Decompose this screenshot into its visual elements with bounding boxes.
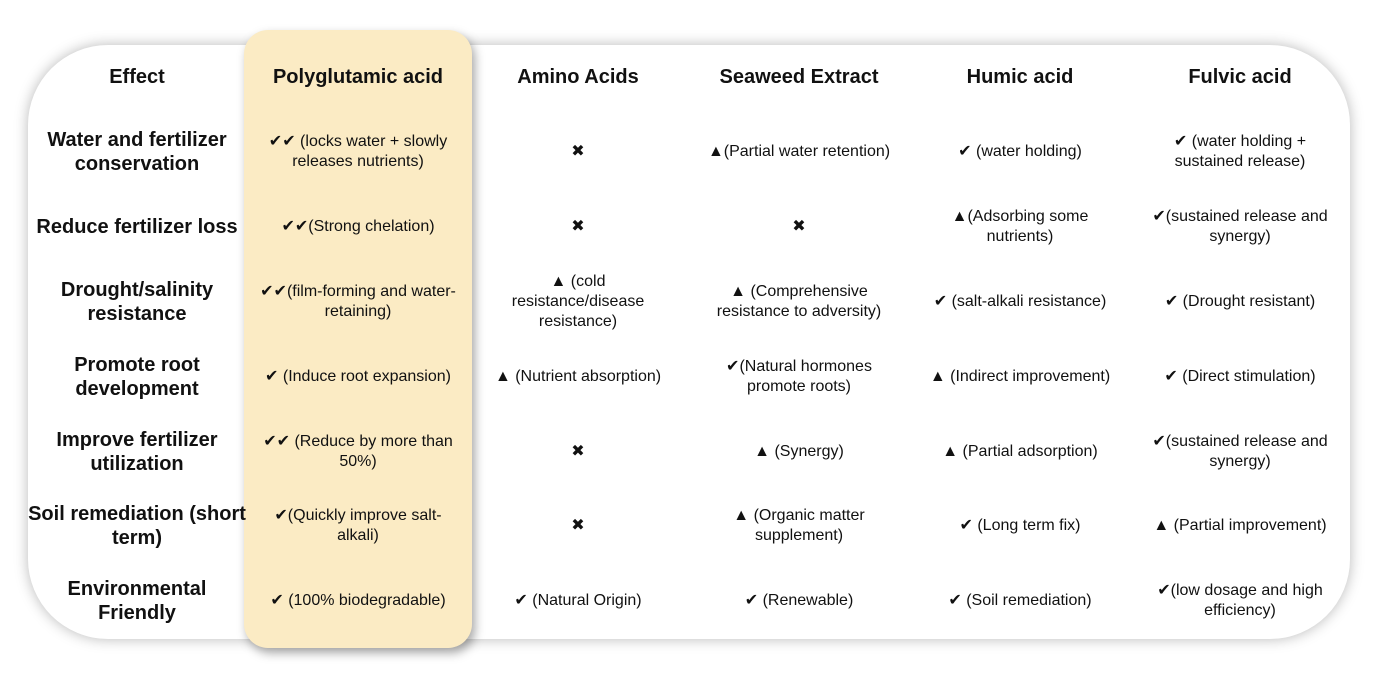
table-cell-amino-acids: ✖ [571, 143, 585, 160]
row-label: Soil remediation (short term) [28, 503, 246, 549]
table-cell-fulvic-acid: ▲ (Partial improvement) [1153, 517, 1327, 534]
column-header-fulvic-acid: Fulvic acid [1188, 65, 1292, 88]
row-label: Drought/salinity resistance [60, 279, 214, 325]
table-cell-seaweed-extract: ✔(Natural hormones promote roots) [726, 358, 872, 395]
table-cell-humic-acid: ▲ (Partial adsorption) [942, 443, 1098, 460]
table-cell-polyglutamic-acid: ✔✔(Strong chelation) [281, 218, 435, 235]
table-cell-seaweed-extract: ▲ (Comprehensive resistance to adversity) [716, 283, 882, 320]
table-cell-seaweed-extract: ✖ [792, 218, 806, 235]
table-cell-amino-acids: ▲ (cold resistance/disease resistance) [511, 273, 645, 330]
table-cell-polyglutamic-acid: ✔✔ (locks water + slowly releases nutrients) [268, 133, 448, 170]
table-cell-amino-acids: ✖ [571, 218, 585, 235]
table-cell-humic-acid: ✔ (salt-alkali resistance) [933, 293, 1107, 310]
table-cell-fulvic-acid: ✔ (Drought resistant) [1164, 293, 1316, 310]
table-cell-amino-acids: ✖ [571, 443, 585, 460]
table-cell-fulvic-acid: ✔ (Direct stimulation) [1164, 368, 1316, 385]
table-cell-polyglutamic-acid: ✔ (Induce root expansion) [265, 368, 451, 385]
table-cell-seaweed-extract: ▲ (Organic matter supplement) [733, 507, 865, 544]
table-cell-humic-acid: ▲ (Indirect improvement) [929, 368, 1111, 385]
table-cell-polyglutamic-acid: ✔ (100% biodegradable) [270, 592, 446, 609]
table-cell-amino-acids: ▲ (Nutrient absorption) [494, 368, 662, 385]
table-cell-amino-acids: ✔ (Natural Origin) [514, 592, 642, 609]
table-cell-polyglutamic-acid: ✔✔ (Reduce by more than 50%) [263, 433, 453, 470]
row-label: Water and fertilizer conservation [47, 129, 227, 175]
table-cell-seaweed-extract: ▲ (Synergy) [754, 443, 844, 460]
table-cell-polyglutamic-acid: ✔(Quickly improve salt-alkali) [274, 507, 442, 544]
row-label: Promote root development [74, 354, 200, 400]
row-label: Environmental Friendly [67, 578, 207, 624]
table-cell-fulvic-acid: ✔(low dosage and high efficiency) [1157, 582, 1323, 619]
column-header-humic-acid: Humic acid [966, 65, 1074, 88]
table-cell-polyglutamic-acid: ✔✔(film-forming and water-retaining) [260, 283, 456, 320]
table-cell-fulvic-acid: ✔ (water holding + sustained release) [1173, 133, 1307, 170]
table-cell-amino-acids: ✖ [571, 517, 585, 534]
column-header-polyglutamic-acid: Polyglutamic acid [272, 65, 444, 88]
row-label: Improve fertilizer utilization [56, 429, 218, 475]
table-cell-seaweed-extract: ✔ (Renewable) [744, 592, 854, 609]
table-cell-humic-acid: ✔ (Soil remediation) [948, 592, 1092, 609]
table-cell-humic-acid: ✔ (water holding) [958, 143, 1082, 160]
table-cell-seaweed-extract: ▲(Partial water retention) [707, 143, 891, 160]
row-label: Reduce fertilizer loss [36, 216, 238, 238]
column-header-seaweed-extract: Seaweed Extract [719, 65, 879, 88]
table-cell-humic-acid: ✔ (Long term fix) [959, 517, 1081, 534]
column-header-effect: Effect [109, 65, 165, 88]
table-cell-humic-acid: ▲(Adsorbing some nutrients) [951, 208, 1089, 245]
column-header-amino-acids: Amino Acids [517, 65, 639, 88]
table-cell-fulvic-acid: ✔(sustained release and synergy) [1152, 433, 1328, 470]
table-cell-fulvic-acid: ✔(sustained release and synergy) [1152, 208, 1328, 245]
